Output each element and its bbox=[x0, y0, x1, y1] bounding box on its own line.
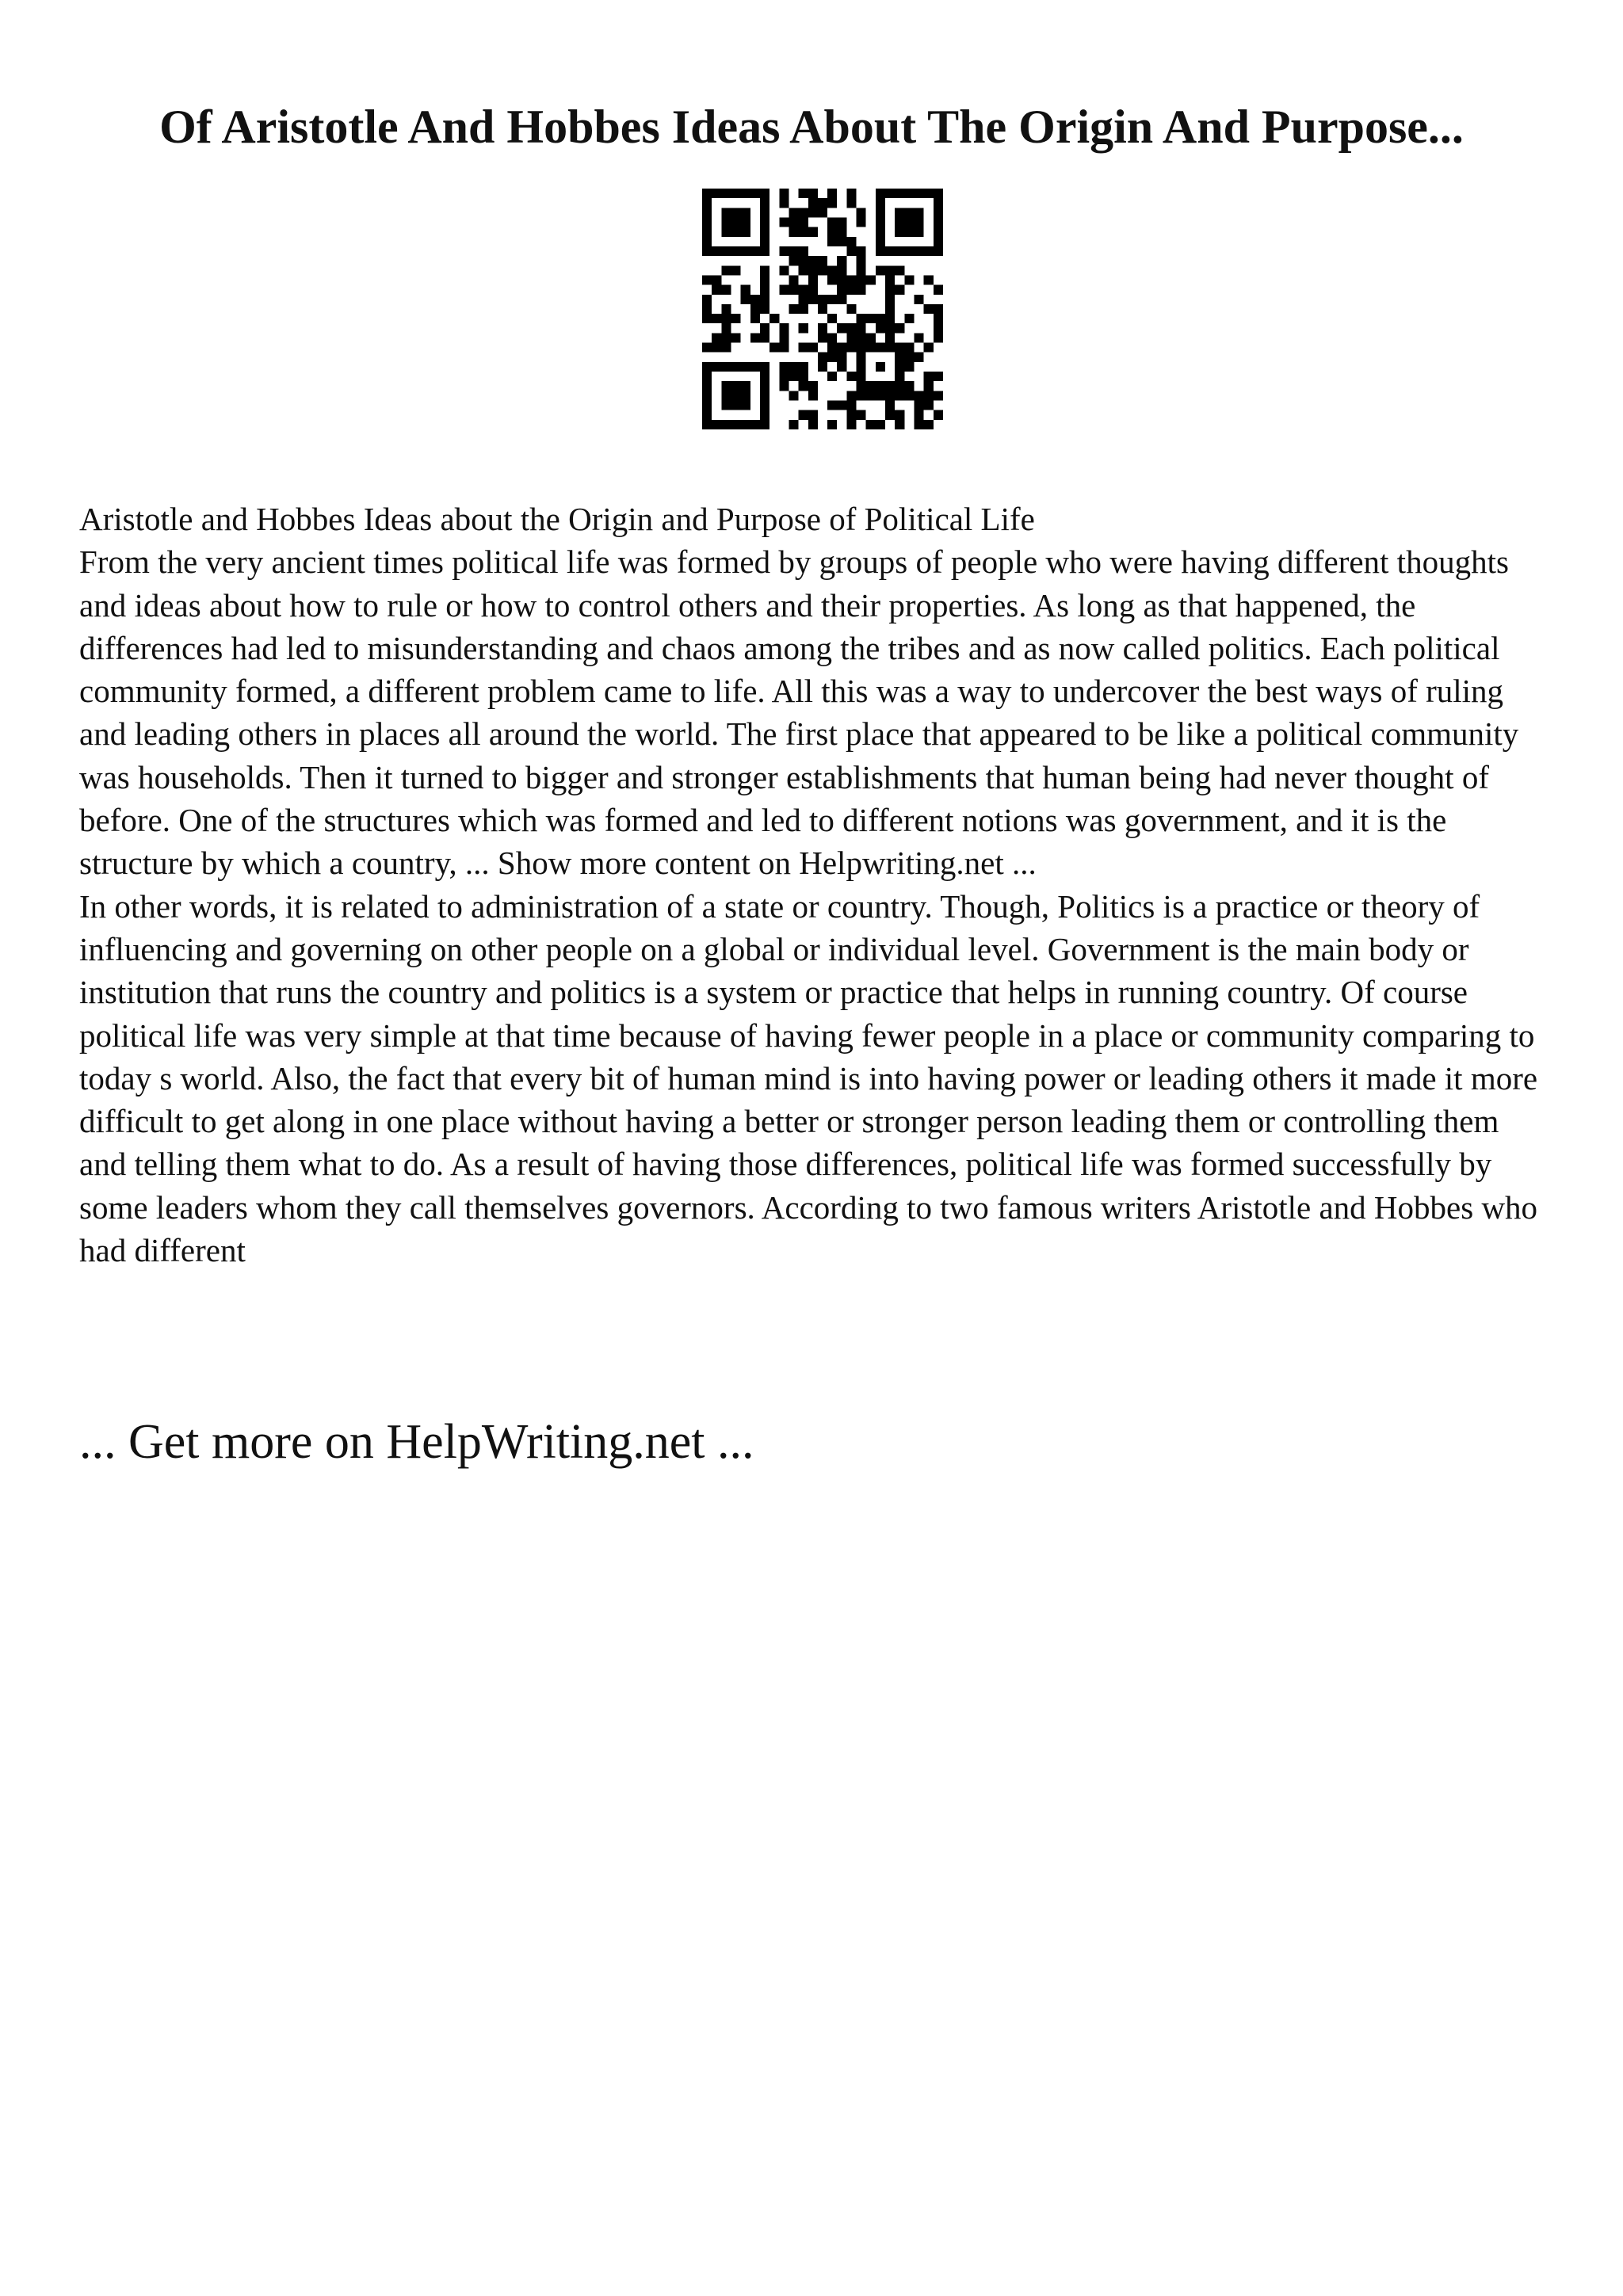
qr-code[interactable] bbox=[702, 189, 943, 429]
body-paragraph-1: From the very ancient times political life was formed by groups of people who were having different thoughts and ideas about how to rule or how to control others and their properties. As long as that happened, the differences had led to misunderstanding and chaos among the tribes and as now called politics. Each political community formed, a different problem came to life. All this was a way to undercover the best ways of ruling and leading others in places all around the world. The first place that appeared to be like a political community was households. Then it turned to bigger and stronger establishments that human being had never thought of before. One of the structures which was formed and led to different notions was government, and it is the structure by which a country, ... Show more content on Helpwriting.net ... bbox=[79, 543, 1519, 882]
qr-code-graphic bbox=[702, 189, 943, 429]
document-title: Of Aristotle And Hobbes Ideas About The Origin And Purpose... bbox=[159, 101, 1464, 153]
body-paragraph-2: In other words, it is related to administration of a state or country. Though, Politics is a practice or theory of influencing and governing on other people on a global or individual level. Government is the main body or institution that runs the country and politics is a system or practice that helps in running country. Of course political life was very simple at that time because of having fewer people in a place or community comparing to today s world. Also, the fact that every bit of human mind is into having power or leading others it made it more difficult to get along in one place without having a better or stronger person leading them or controlling them and telling them what to do. As a result of having those differences, political life was formed successfully by some leaders whom they call themselves governors. According to two famous writers Aristotle and Hobbes who had different bbox=[79, 887, 1538, 1269]
get-more-link[interactable]: ... Get more on HelpWriting.net ... bbox=[79, 1415, 754, 1469]
body-paragraph-heading: Aristotle and Hobbes Ideas about the Origin and Purpose of Political Life bbox=[79, 501, 1035, 537]
document-body bbox=[79, 498, 1553, 1272]
